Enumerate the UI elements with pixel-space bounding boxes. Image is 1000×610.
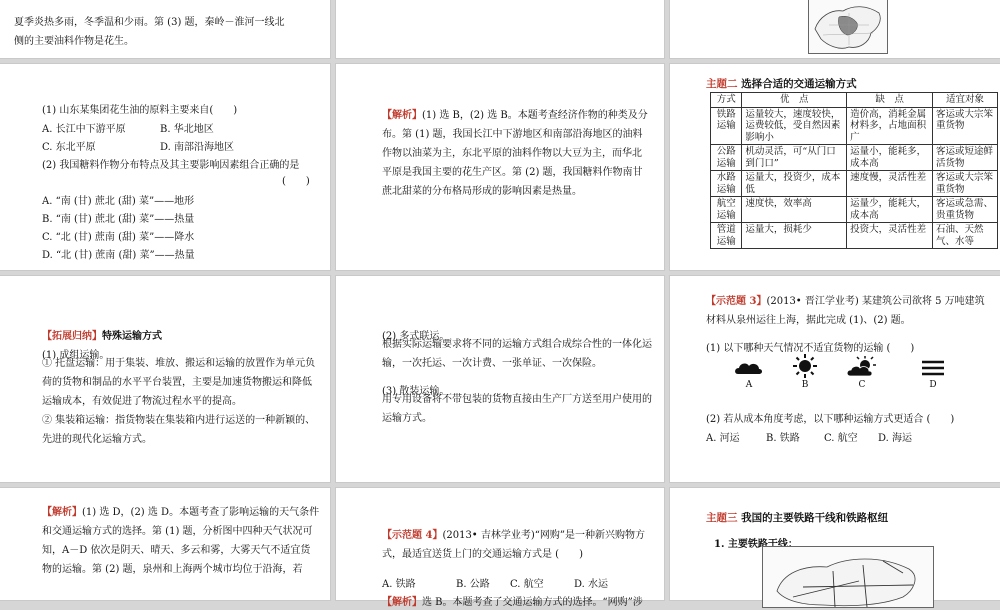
table-cell: 运量大，损耗少 xyxy=(742,223,847,249)
extension-p2: ① 托盘运输：用于集装、堆放、搬运和运输的放置作为单元负荷的货物和制品的水平平台装置，主要是加速货物搬运和降低运输成本，有效促进了物流过程水平的提高。 xyxy=(42,358,316,407)
table-cell: 客运或大宗笨重货物 xyxy=(933,107,998,145)
table-cell: 速度慢，灵活性差 xyxy=(847,171,933,197)
slide-1-line-2: 侧的主要油料作物是花生。 xyxy=(14,36,134,47)
slide-9 xyxy=(670,276,1000,482)
extension-heading xyxy=(42,330,162,344)
option-2c: C. “北 (甘) 蔗南 (甜) 菜”——降水 xyxy=(42,232,195,243)
theme-title: 选择合适的交通运输方式 xyxy=(741,78,857,90)
sun-icon xyxy=(788,354,822,378)
option-label-c: C xyxy=(858,380,866,390)
fog-icon xyxy=(916,356,950,380)
example-3-text: (2013• 晋江学业考) 某建筑公司欲将 5 万吨建筑材料从泉州运往上海，据此完成 (1)、(2) 题。 xyxy=(706,296,985,326)
option-2b: B. “南 (甘) 蔗北 (甜) 菜”——热量 xyxy=(42,214,195,225)
example-3-intro xyxy=(706,292,992,330)
option-label-b: B xyxy=(801,380,809,390)
theme-tag: 主题二 xyxy=(706,78,738,90)
table-row xyxy=(711,171,998,197)
example-4-opt-b: B. 公路 xyxy=(456,579,490,590)
slide-12 xyxy=(670,488,1000,600)
table-header-row xyxy=(711,93,998,108)
table-cell: 管道运输 xyxy=(711,223,742,249)
option-label-a: A xyxy=(745,380,753,390)
theme-2-heading xyxy=(706,76,857,91)
table-row xyxy=(711,107,998,145)
option-1d: D. 南部沿海地区 xyxy=(160,142,235,153)
analysis-text: (1) 选 B，(2) 选 B。本题考查经济作物的种类及分布。第 (1) 题，我国长江中下游地区和南部沿海地区的油料作物以油菜为主，东北平原的油料作物以大豆为主，而华北平原是我国主要的花生产区。第 (2) 题，我国糖料作物南甘蔗北甜菜的分布格局形成的影响因素是热量。 xyxy=(382,110,648,197)
slide-10 xyxy=(0,488,330,600)
analysis-3-text: (1) 选 D，(2) 选 D。本题考查了影响运输的天气条件和交通运输方式的选择。第 (1) 题，分析图中四种天气状况可知，A－D 依次是阴天、晴天、多云和雾，大雾天气不适宜货物的运输。第 (2) 题，泉州和上海两个城市均位于沿海，若 xyxy=(42,507,320,575)
question-1: (1) 山东某集团花生油的原料主要来自( ) xyxy=(42,105,238,116)
table-cell: 水路运输 xyxy=(711,171,742,197)
theme-3-heading xyxy=(706,510,888,525)
analysis-tag: 【解析】 xyxy=(382,110,422,121)
table-row xyxy=(711,197,998,223)
example-4-opt-c: C. 航空 xyxy=(510,579,544,590)
table-cell: 铁路运输 xyxy=(711,107,742,145)
question-2-paren: ( ) xyxy=(282,176,310,187)
table-cell: 客运或短途鲜活货物 xyxy=(933,145,998,171)
bulk-text: 用专用设备将不带包装的货物直接由生产厂方送至用户使用的运输方式。 xyxy=(382,394,652,424)
table-cell: 航空运输 xyxy=(711,197,742,223)
example-3-q1: (1) 以下哪种天气情况不适宜货物的运输 ( ) xyxy=(706,343,915,354)
extension-p3: ② 集装箱运输：指货物装在集装箱内进行运送的一种新颖的、先进的现代化运输方式。 xyxy=(42,415,316,445)
multimodal-heading: (2) 多式联运。 xyxy=(382,331,450,342)
table-cell: 客运或急需、贵重货物 xyxy=(933,197,998,223)
cloud-icon xyxy=(732,356,766,380)
example-3-opt-a: A. 河运 xyxy=(706,433,740,444)
theme-3-tag: 主题三 xyxy=(706,512,738,524)
table-cell: 客运或大宗笨重货物 xyxy=(933,171,998,197)
analysis-paragraph xyxy=(382,106,650,201)
option-2a: A. “南 (甘) 蔗北 (甜) 菜”——地形 xyxy=(42,196,195,207)
extension-title: 特殊运输方式 xyxy=(102,331,162,342)
option-label-d: D xyxy=(929,380,937,390)
table-cell: 运量小，能耗多，成本高 xyxy=(847,145,933,171)
multimodal-text: 根据实际运输要求将不同的运输方式组合成综合性的一体化运输，一次托运、一次计费、一张单证、一次保险。 xyxy=(382,339,652,369)
partly-cloudy-icon xyxy=(845,356,879,380)
example-4-analysis xyxy=(382,596,643,610)
slide-2 xyxy=(336,0,664,58)
option-1c: C. 东北平原 xyxy=(42,142,96,153)
railway-subheading: 1. 主要铁路干线： xyxy=(714,539,798,550)
option-2d: D. “北 (甘) 蔗南 (甜) 菜”——热量 xyxy=(42,250,195,261)
example-4-text: (2013• 吉林学业考)“网购”是一种新兴购物方式，最适宜送货上门的交通运输方式是 ( ) xyxy=(382,530,646,560)
bulk-heading: (3) 散装运输。 xyxy=(382,386,450,397)
option-1a: A. 长江中下游平原 xyxy=(42,124,126,135)
table-cell: 机动灵活，可“从门口到门口” xyxy=(742,145,847,171)
extension-p1: (1) 成组运输。 xyxy=(42,350,110,361)
table-cell: 造价高，消耗金属材料多，占地面积广 xyxy=(847,107,933,145)
slide-6 xyxy=(670,64,1000,270)
table-row xyxy=(711,223,998,249)
table-header: 方式 xyxy=(711,93,742,108)
table-cell: 运量少，能耗大，成本高 xyxy=(847,197,933,223)
slide-1-line-1: 夏季炎热多雨，冬季温和少雨。第 (3) 题，秦岭－淮河一线北 xyxy=(14,17,285,28)
example-4-opt-d: D. 水运 xyxy=(574,579,609,590)
extension-tag: 【拓展归纳】 xyxy=(42,331,102,342)
transport-table xyxy=(710,92,998,249)
example-4-intro xyxy=(382,526,654,564)
table-row xyxy=(711,145,998,171)
railway-map-image xyxy=(762,546,934,608)
slide-1 xyxy=(0,0,330,58)
china-map-image xyxy=(808,0,888,54)
slide-7 xyxy=(0,276,330,482)
table-cell: 运量大，投资少，成本低 xyxy=(742,171,847,197)
table-header: 缺 点 xyxy=(847,93,933,108)
table-cell: 石油、天然气、水等 xyxy=(933,223,998,249)
slide-3 xyxy=(670,0,1000,58)
example-4-ans-tag: 【解析】 xyxy=(382,597,422,608)
slide-8 xyxy=(336,276,664,482)
example-3-tag: 【示范题 3】 xyxy=(706,296,767,307)
example-3-opt-b: B. 铁路 xyxy=(766,433,800,444)
example-3-opt-d: D. 海运 xyxy=(878,433,913,444)
table-header: 优 点 xyxy=(742,93,847,108)
example-4-tag: 【示范题 4】 xyxy=(382,530,443,541)
analysis-3-tag: 【解析】 xyxy=(42,507,82,518)
theme-3-title: 我国的主要铁路干线和铁路枢纽 xyxy=(741,512,889,524)
table-cell: 投资大，灵活性差 xyxy=(847,223,933,249)
option-1b: B. 华北地区 xyxy=(160,124,214,135)
table-cell: 速度快，效率高 xyxy=(742,197,847,223)
table-header: 适宜对象 xyxy=(933,93,998,108)
example-3-opt-c: C. 航空 xyxy=(824,433,858,444)
example-4-ans: 选 B。本题考查了交通运输方式的选择。“网购”涉 xyxy=(422,597,643,608)
slide-11 xyxy=(336,488,664,608)
question-2: (2) 我国糖料作物分布特点及其主要影响因素组合正确的是 xyxy=(42,160,300,171)
table-cell: 运量较大，速度较快，运费较低，受自然因素影响小 xyxy=(742,107,847,145)
example-3-q2: (2) 若从成本角度考虑，以下哪种运输方式更适合 ( ) xyxy=(706,414,955,425)
table-cell: 公路运输 xyxy=(711,145,742,171)
slide-5 xyxy=(336,64,664,270)
example-4-opt-a: A. 铁路 xyxy=(382,579,416,590)
slide-4 xyxy=(0,64,330,270)
analysis-3-paragraph xyxy=(42,503,320,579)
